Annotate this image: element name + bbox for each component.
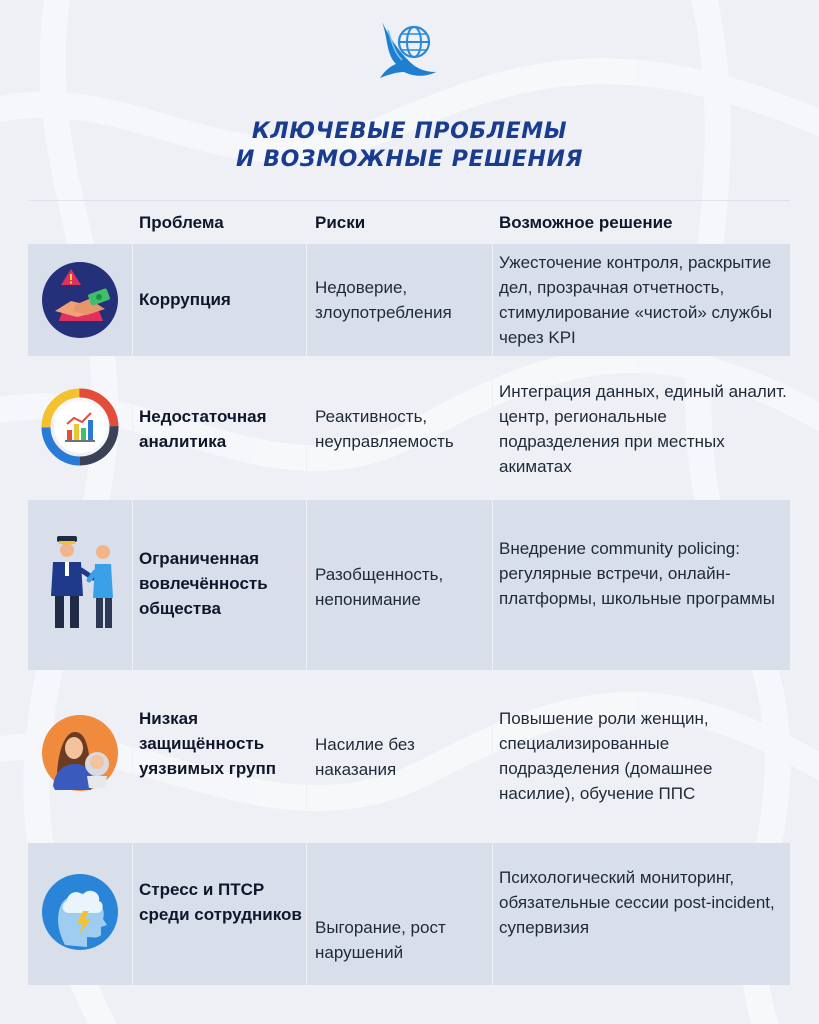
- row-problem: Ограниченная вовлечённость общества: [139, 549, 268, 618]
- analytics-chart-icon: [41, 388, 119, 466]
- header-problem: Проблема: [139, 213, 224, 232]
- row-solution: Психологический мониторинг, обязательные сессии post-incident, супервизия: [499, 868, 775, 937]
- row-problem: Стресс и ПТСР среди сотрудников: [139, 880, 302, 924]
- title-line-1: КЛЮЧЕВЫЕ ПРОБЛЕМЫ: [251, 119, 568, 144]
- header-risks: Риски: [315, 213, 366, 232]
- title-line-2: И ВОЗМОЖНЫЕ РЕШЕНИЯ: [235, 147, 584, 172]
- handshake-bribe-icon: [41, 261, 119, 339]
- table-header: [28, 200, 790, 244]
- stress-head-icon: [41, 873, 119, 951]
- header-solution: Возможное решение: [499, 213, 673, 232]
- police-citizen-icon: [41, 534, 119, 630]
- row-solution: Ужесточение контроля, раскрытие дел, прозрачная отчетность, стимулирование «чистой» службы через KPI: [499, 253, 773, 347]
- row-problem: Низкая защищённость уязвимых групп: [139, 709, 277, 778]
- row-risks: Насилие без наказания: [315, 735, 415, 779]
- row-problem: Недостаточная аналитика: [139, 407, 267, 451]
- row-solution: Внедрение community policing: регулярные встречи, онлайн-платформы, школьные программы: [499, 539, 775, 608]
- page-title: [0, 118, 819, 174]
- woman-child-icon: [41, 714, 119, 792]
- row-problem: Коррупция: [139, 290, 231, 309]
- row-solution: Повышение роли женщин, специализированные подразделения (домашнее насилие), обучение ППС: [499, 709, 713, 803]
- table-row: [28, 688, 790, 828]
- table-row: [28, 500, 790, 670]
- row-risks: Реактивность, неуправляемость: [315, 407, 454, 451]
- table-row: [28, 244, 790, 356]
- row-risks: Недоверие, злоупотребления: [315, 278, 452, 322]
- eagle-globe-logo: [376, 20, 442, 82]
- row-risks: Выгорание, рост нарушений: [315, 918, 446, 962]
- table-row: [28, 373, 790, 485]
- table-row: [28, 843, 790, 985]
- row-solution: Интеграция данных, единый аналит. центр, региональные подразделения при местных акиматах: [499, 382, 787, 476]
- row-risks: Разобщенность, непонимание: [315, 565, 444, 609]
